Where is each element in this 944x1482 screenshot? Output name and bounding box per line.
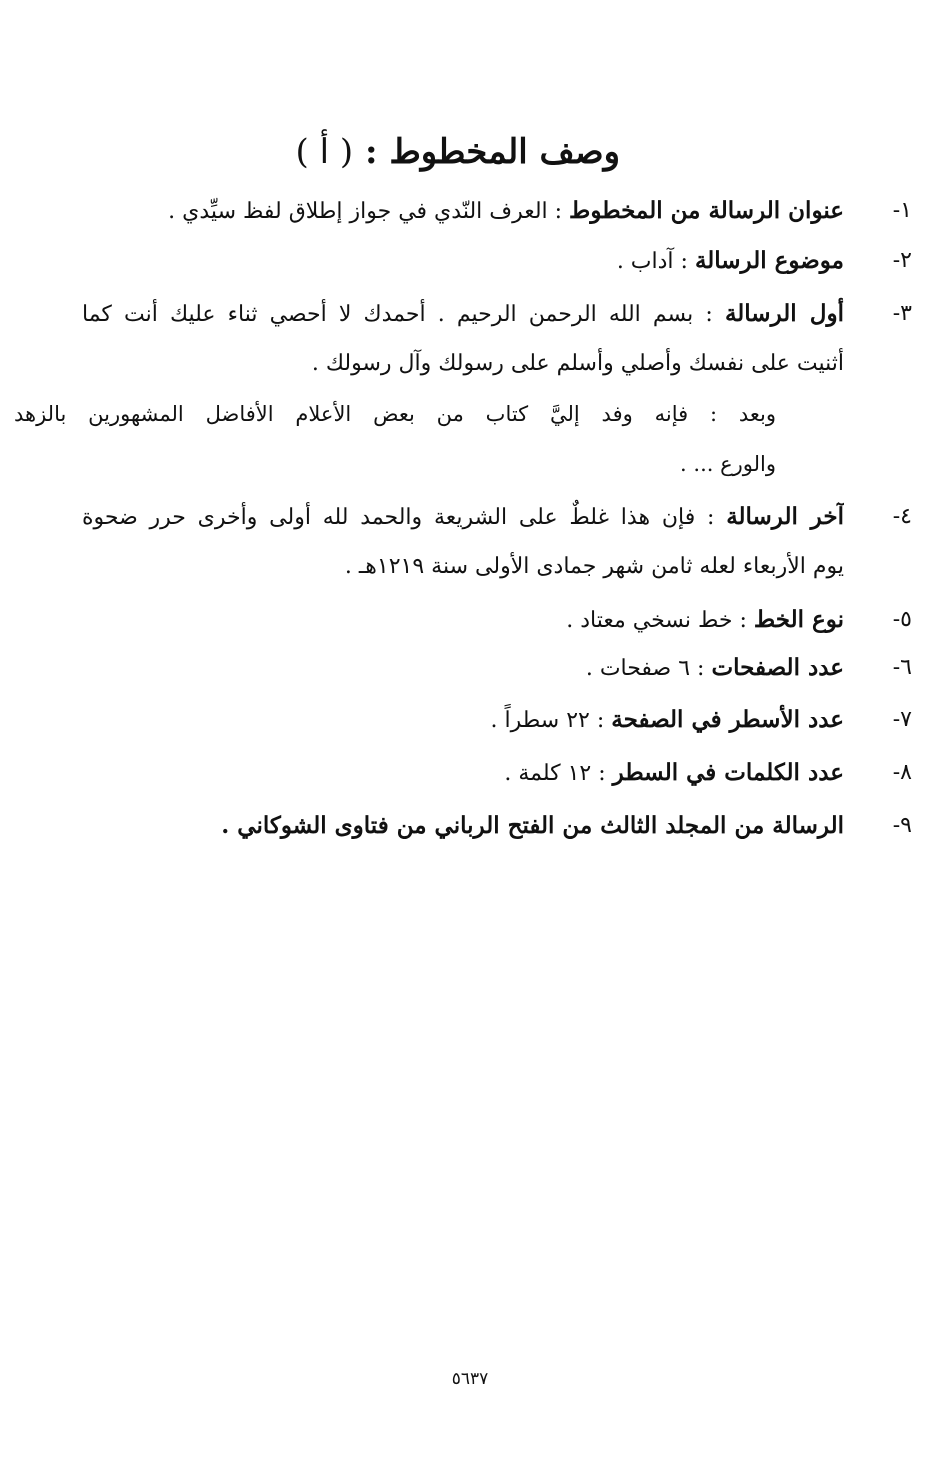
continuation-line-1: وبعد : فإنه وفد إليَّ كتاب من بعض الأعلام الأفاضل المشهورين بالزهد (14, 402, 776, 426)
list-item-word-count (82, 748, 912, 798)
item-value: : آداب . (616, 249, 688, 274)
item-number: ٧- (892, 707, 912, 732)
item-label: عدد الكلمات في السطر (612, 759, 844, 786)
list-item-title (82, 186, 912, 236)
item-value: : خط نسخي معتاد . (566, 608, 747, 633)
list-item-page-count (82, 643, 912, 693)
item-number: ٢- (892, 248, 912, 273)
item-value: : ٦ صفحات . (585, 656, 705, 681)
item-value: : ١٢ كلمة . (504, 761, 606, 786)
item-number: ٨- (892, 760, 912, 785)
item-value: : العرف النّدي في جواز إطلاق لفظ سيِّدي . (168, 199, 563, 224)
continuation-line-2: والورع ... . (680, 452, 776, 476)
list-item-source (82, 801, 912, 851)
item-label: أول الرسالة (724, 300, 844, 327)
item-label: موضوع الرسالة (694, 247, 844, 274)
item-label: عدد الصفحات (711, 654, 844, 681)
item-number: ٥- (892, 607, 912, 632)
item-number: ٩- (892, 813, 912, 838)
page-title (295, 128, 620, 176)
item-number: ٦- (892, 655, 912, 680)
item-number: ٣- (892, 301, 912, 326)
list-item-opening (82, 289, 912, 389)
list-item-script-type (82, 595, 912, 645)
item-number: ١- (892, 198, 912, 223)
item-label: عنوان الرسالة من المخطوط (569, 197, 844, 224)
list-item-line-count (82, 695, 912, 745)
item-label: آخر الرسالة (726, 503, 844, 530)
item-label: الرسالة من المجلد الثالث من الفتح الرباني من فتاوى الشوكاني . (221, 812, 844, 839)
list-item-ending (82, 492, 912, 592)
item-value: : ٢٢ سطراً . (490, 708, 605, 733)
title-text: وصف المخطوط : (364, 132, 620, 172)
item-value-line-1: : فإن هذا غلطٌ على الشريعة والحمد لله أولى وأخرى حرر ضحوة (82, 505, 715, 530)
item-value-line-2: يوم الأربعاء لعله ثامن شهر جمادى الأولى سنة ١٢١٩هـ . (344, 554, 844, 579)
list-item-subject (82, 236, 912, 286)
item-value-line-1: : بسم الله الرحمن الرحيم . أحمدك لا أحصي ثناء عليك أنت كما (82, 302, 713, 327)
manuscript-marker: ( أ ) (295, 132, 354, 172)
item-number: ٤- (892, 504, 912, 529)
item-value-line-2: أثنيت على نفسك وأصلي وأسلم على رسولك وآل رسولك . (311, 351, 844, 376)
opening-continuation (14, 389, 776, 489)
page-number: ٥٦٣٧ (451, 1369, 489, 1389)
item-label: نوع الخط (753, 606, 844, 633)
item-label: عدد الأسطر في الصفحة (611, 706, 844, 733)
